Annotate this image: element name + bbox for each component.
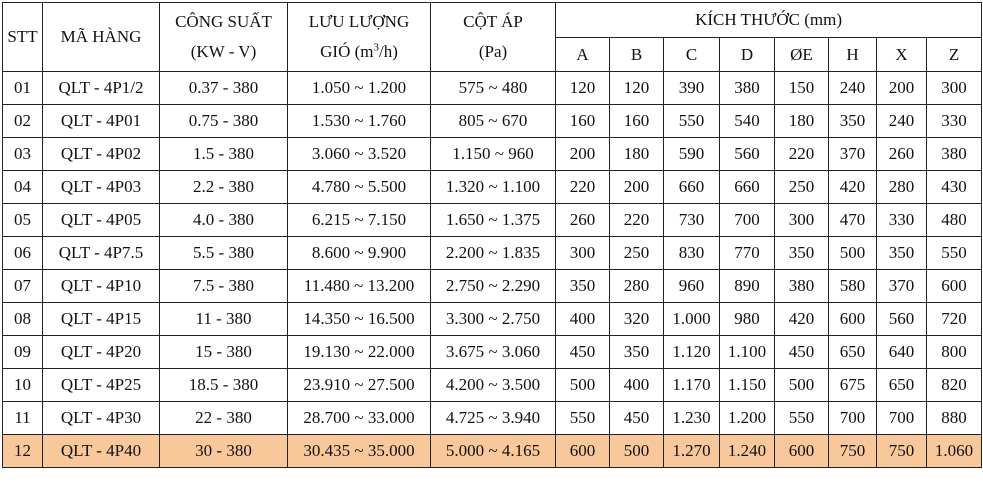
cell-dim-z: 300	[927, 72, 982, 105]
cell-dim-x: 650	[877, 369, 927, 402]
cell-dim-b: 320	[610, 303, 664, 336]
cell-ma-hang: QLT - 4P40	[43, 435, 160, 468]
table-row	[3, 435, 982, 468]
cell-luu-luong: 14.350 ~ 16.500	[288, 303, 431, 336]
cell-dim-e: 420	[775, 303, 829, 336]
table-row	[3, 402, 982, 435]
cell-luu-luong: 28.700 ~ 33.000	[288, 402, 431, 435]
cell-stt: 01	[3, 72, 43, 105]
cell-dim-a: 500	[556, 369, 610, 402]
cell-dim-h: 370	[829, 138, 877, 171]
cell-dim-x: 280	[877, 171, 927, 204]
cell-cot-ap: 1.150 ~ 960	[431, 138, 556, 171]
cell-dim-c: 960	[664, 270, 720, 303]
cell-dim-c: 590	[664, 138, 720, 171]
cell-dim-b: 280	[610, 270, 664, 303]
cell-luu-luong: 19.130 ~ 22.000	[288, 336, 431, 369]
cell-ma-hang: QLT - 4P25	[43, 369, 160, 402]
cell-dim-h: 650	[829, 336, 877, 369]
cell-dim-h: 600	[829, 303, 877, 336]
header-cot-ap-line1: CỘT ÁP	[463, 12, 523, 31]
cell-dim-h: 580	[829, 270, 877, 303]
cell-stt: 11	[3, 402, 43, 435]
cell-dim-b: 160	[610, 105, 664, 138]
cell-dim-b: 350	[610, 336, 664, 369]
table-row	[3, 138, 982, 171]
cell-luu-luong: 30.435 ~ 35.000	[288, 435, 431, 468]
cell-dim-c: 1.120	[664, 336, 720, 369]
cell-dim-z: 550	[927, 237, 982, 270]
cell-ma-hang: QLT - 4P7.5	[43, 237, 160, 270]
cell-dim-d: 380	[720, 72, 775, 105]
cell-cot-ap: 3.675 ~ 3.060	[431, 336, 556, 369]
header-dim-b: B	[610, 38, 664, 72]
cell-cong-suat: 15 - 380	[160, 336, 288, 369]
cell-dim-d: 1.100	[720, 336, 775, 369]
cell-cot-ap: 2.200 ~ 1.835	[431, 237, 556, 270]
cell-dim-b: 120	[610, 72, 664, 105]
cell-stt: 07	[3, 270, 43, 303]
cell-cot-ap: 3.300 ~ 2.750	[431, 303, 556, 336]
cell-luu-luong: 4.780 ~ 5.500	[288, 171, 431, 204]
cell-cong-suat: 0.75 - 380	[160, 105, 288, 138]
cell-dim-d: 540	[720, 105, 775, 138]
cell-ma-hang: QLT - 4P02	[43, 138, 160, 171]
cell-luu-luong: 8.600 ~ 9.900	[288, 237, 431, 270]
cell-dim-c: 1.170	[664, 369, 720, 402]
table-row	[3, 204, 982, 237]
cell-cong-suat: 7.5 - 380	[160, 270, 288, 303]
cell-dim-a: 350	[556, 270, 610, 303]
table-row	[3, 303, 982, 336]
cell-dim-b: 400	[610, 369, 664, 402]
header-cong-suat	[160, 3, 288, 72]
cell-dim-b: 250	[610, 237, 664, 270]
cell-stt: 06	[3, 237, 43, 270]
cell-dim-a: 200	[556, 138, 610, 171]
cell-dim-a: 220	[556, 171, 610, 204]
cell-stt: 02	[3, 105, 43, 138]
cell-dim-z: 430	[927, 171, 982, 204]
header-cong-suat-line2: (KW - V)	[190, 42, 257, 61]
table-row	[3, 237, 982, 270]
cell-stt: 05	[3, 204, 43, 237]
cell-ma-hang: QLT - 4P10	[43, 270, 160, 303]
cell-dim-x: 240	[877, 105, 927, 138]
cell-dim-c: 550	[664, 105, 720, 138]
cell-dim-e: 500	[775, 369, 829, 402]
cell-dim-d: 770	[720, 237, 775, 270]
cell-dim-x: 200	[877, 72, 927, 105]
cell-dim-x: 370	[877, 270, 927, 303]
cell-luu-luong: 1.050 ~ 1.200	[288, 72, 431, 105]
cell-dim-c: 830	[664, 237, 720, 270]
header-dim-z: Z	[927, 38, 982, 72]
cell-dim-e: 550	[775, 402, 829, 435]
cell-dim-d: 1.200	[720, 402, 775, 435]
cell-cot-ap: 5.000 ~ 4.165	[431, 435, 556, 468]
cell-stt: 04	[3, 171, 43, 204]
cell-cot-ap: 2.750 ~ 2.290	[431, 270, 556, 303]
header-dim-e: ØE	[775, 38, 829, 72]
table-row	[3, 105, 982, 138]
header-cot-ap	[431, 3, 556, 72]
cell-dim-c: 1.270	[664, 435, 720, 468]
cell-stt: 08	[3, 303, 43, 336]
cell-dim-e: 350	[775, 237, 829, 270]
header-dim-h: H	[829, 38, 877, 72]
cell-dim-h: 700	[829, 402, 877, 435]
cell-dim-d: 980	[720, 303, 775, 336]
cell-cot-ap: 575 ~ 480	[431, 72, 556, 105]
cell-luu-luong: 6.215 ~ 7.150	[288, 204, 431, 237]
cell-dim-a: 400	[556, 303, 610, 336]
header-dim-a: A	[556, 38, 610, 72]
cell-dim-d: 700	[720, 204, 775, 237]
cell-dim-h: 470	[829, 204, 877, 237]
cell-cot-ap: 4.725 ~ 3.940	[431, 402, 556, 435]
cell-dim-e: 220	[775, 138, 829, 171]
cell-dim-c: 660	[664, 171, 720, 204]
cell-dim-h: 240	[829, 72, 877, 105]
cell-dim-x: 260	[877, 138, 927, 171]
cell-stt: 12	[3, 435, 43, 468]
cell-ma-hang: QLT - 4P03	[43, 171, 160, 204]
cell-cot-ap: 1.320 ~ 1.100	[431, 171, 556, 204]
header-luu-luong-unit-a: GIÓ (m	[320, 42, 374, 61]
cell-cong-suat: 22 - 380	[160, 402, 288, 435]
cell-dim-z: 330	[927, 105, 982, 138]
cell-dim-e: 150	[775, 72, 829, 105]
cell-dim-b: 200	[610, 171, 664, 204]
cell-dim-z: 800	[927, 336, 982, 369]
cell-cong-suat: 18.5 - 380	[160, 369, 288, 402]
cell-dim-x: 700	[877, 402, 927, 435]
cell-dim-a: 600	[556, 435, 610, 468]
cell-dim-b: 220	[610, 204, 664, 237]
cell-dim-h: 350	[829, 105, 877, 138]
cell-dim-a: 260	[556, 204, 610, 237]
table-row	[3, 171, 982, 204]
header-dim-d: D	[720, 38, 775, 72]
cell-ma-hang: QLT - 4P20	[43, 336, 160, 369]
cell-dim-d: 890	[720, 270, 775, 303]
cell-dim-h: 750	[829, 435, 877, 468]
cell-dim-c: 390	[664, 72, 720, 105]
cell-dim-x: 640	[877, 336, 927, 369]
header-luu-luong-line1: LƯU LƯỢNG	[308, 12, 410, 31]
cell-dim-z: 880	[927, 402, 982, 435]
cell-luu-luong: 23.910 ~ 27.500	[288, 369, 431, 402]
cell-dim-z: 480	[927, 204, 982, 237]
cell-cong-suat: 2.2 - 380	[160, 171, 288, 204]
header-stt: STT	[3, 3, 43, 72]
cell-stt: 03	[3, 138, 43, 171]
cell-ma-hang: QLT - 4P01	[43, 105, 160, 138]
cell-dim-z: 600	[927, 270, 982, 303]
cell-stt: 10	[3, 369, 43, 402]
table-row	[3, 72, 982, 105]
cell-cong-suat: 30 - 380	[160, 435, 288, 468]
cell-ma-hang: QLT - 4P30	[43, 402, 160, 435]
cell-cot-ap: 805 ~ 670	[431, 105, 556, 138]
header-dim-x: X	[877, 38, 927, 72]
cell-dim-b: 500	[610, 435, 664, 468]
cell-dim-z: 1.060	[927, 435, 982, 468]
cell-dim-c: 1.000	[664, 303, 720, 336]
cell-dim-c: 730	[664, 204, 720, 237]
table-row	[3, 369, 982, 402]
header-kich-thuoc: KÍCH THƯỚC (mm)	[556, 3, 982, 38]
cell-dim-c: 1.230	[664, 402, 720, 435]
cell-dim-b: 450	[610, 402, 664, 435]
cell-dim-d: 560	[720, 138, 775, 171]
cell-dim-a: 120	[556, 72, 610, 105]
cell-dim-z: 380	[927, 138, 982, 171]
cell-dim-e: 250	[775, 171, 829, 204]
header-luu-luong	[288, 3, 431, 72]
cell-ma-hang: QLT - 4P15	[43, 303, 160, 336]
table-row	[3, 270, 982, 303]
cell-dim-d: 1.240	[720, 435, 775, 468]
cell-ma-hang: QLT - 4P05	[43, 204, 160, 237]
cell-cong-suat: 11 - 380	[160, 303, 288, 336]
cell-dim-e: 450	[775, 336, 829, 369]
cell-dim-h: 420	[829, 171, 877, 204]
cell-luu-luong: 11.480 ~ 13.200	[288, 270, 431, 303]
header-luu-luong-sup: 3	[373, 41, 379, 54]
cell-dim-x: 330	[877, 204, 927, 237]
cell-dim-b: 180	[610, 138, 664, 171]
table-body	[3, 72, 982, 468]
header-dim-c: C	[664, 38, 720, 72]
table-row	[3, 336, 982, 369]
cell-dim-h: 500	[829, 237, 877, 270]
cell-dim-x: 750	[877, 435, 927, 468]
cell-stt: 09	[3, 336, 43, 369]
cell-luu-luong: 3.060 ~ 3.520	[288, 138, 431, 171]
cell-dim-a: 550	[556, 402, 610, 435]
cell-dim-a: 160	[556, 105, 610, 138]
header-luu-luong-line2	[288, 37, 430, 67]
cell-dim-a: 450	[556, 336, 610, 369]
header-cong-suat-line1: CÔNG SUẤT	[175, 12, 272, 31]
cell-dim-z: 720	[927, 303, 982, 336]
cell-cot-ap: 4.200 ~ 3.500	[431, 369, 556, 402]
cell-dim-d: 1.150	[720, 369, 775, 402]
header-cot-ap-line2: (Pa)	[478, 42, 508, 61]
cell-dim-x: 350	[877, 237, 927, 270]
cell-dim-e: 300	[775, 204, 829, 237]
cell-cong-suat: 5.5 - 380	[160, 237, 288, 270]
cell-dim-e: 600	[775, 435, 829, 468]
cell-ma-hang: QLT - 4P1/2	[43, 72, 160, 105]
cell-dim-e: 180	[775, 105, 829, 138]
header-luu-luong-unit-b: /h)	[378, 42, 398, 61]
cell-cong-suat: 0.37 - 380	[160, 72, 288, 105]
cell-dim-z: 820	[927, 369, 982, 402]
cell-dim-x: 560	[877, 303, 927, 336]
cell-dim-h: 675	[829, 369, 877, 402]
cell-cong-suat: 1.5 - 380	[160, 138, 288, 171]
fan-spec-table	[2, 2, 982, 468]
cell-cot-ap: 1.650 ~ 1.375	[431, 204, 556, 237]
cell-dim-d: 660	[720, 171, 775, 204]
cell-luu-luong: 1.530 ~ 1.760	[288, 105, 431, 138]
cell-dim-a: 300	[556, 237, 610, 270]
header-ma-hang: MÃ HÀNG	[43, 3, 160, 72]
cell-cong-suat: 4.0 - 380	[160, 204, 288, 237]
cell-dim-e: 380	[775, 270, 829, 303]
